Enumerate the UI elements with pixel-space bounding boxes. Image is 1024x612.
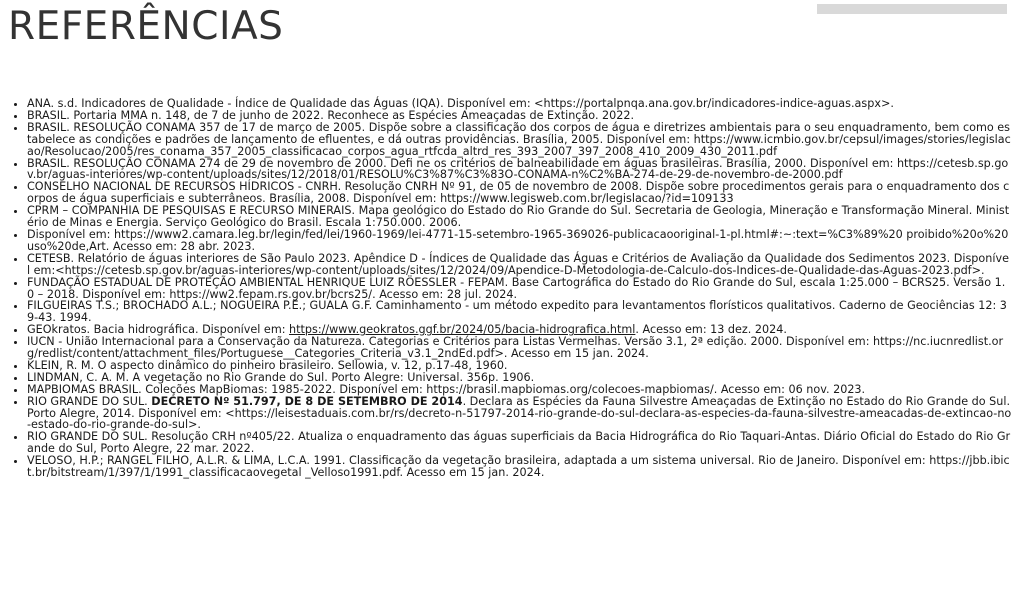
top-gray-bar [817,4,1007,14]
reference-list [27,98,1012,479]
reference-item: • RIO GRANDE DO SUL. Resolução CRH nº405/22. Atualiza o enquadramento das águas superficiais da Bacia Hidrográfica do Rio Taquari-Antas. Diário Oficial do Estado do Rio Grande do Sul, Porto Alegre, 22 mar. 2022. [27,431,1012,455]
reference-item: • KLEIN, R. M. O aspecto dinâmico do pinheiro brasileiro. Sellowia, v. 12, p.17-48, 1960. [27,360,1012,372]
reference-item: • FUNDAÇÃO ESTADUAL DE PROTEÇÃO AMBIENTAL HENRIQUE LUIZ RÖESSLER - FEPAM. Base Cartográfica do Estado do Rio Grande do Sul, escala 1:25.000 – BCRS25. Versão 1.0 – 2018. Disponível em: https://ww2.fepam.rs.gov.br/bcrs25/. Acesso em: 28 jul. 2024. [27,277,1012,301]
page-title: REFERÊNCIAS [8,4,284,49]
reference-item: • FILGUEIRAS T.S.; BROCHADO A.L.; NOGUEIRA P.E.; GUALA G.F. Caminhamento - um método expedito para levantamentos florísticos qualitativos. Caderno de Geociências 12: 39-43. 1994. [27,300,1012,324]
reference-item: • IUCN - União Internacional para a Conservação da Natureza. Categorias e Critérios para Listas Vermelhas. Versão 3.1, 2ª edição. 2000. Disponível em: https://nc.iucnredlist.org/redlist/content/attachment_files/Portuguese__Categories_Criteria_v3.1_2ndEd.pdf>. Acesso em 15 jan. 2024. [27,336,1012,360]
reference-text: . Acesso em: 13 dez. 2024. [635,323,787,337]
reference-item: • CONSELHO NACIONAL DE RECURSOS HÍDRICOS - CNRH. Resolução CNRH Nº 91, de 05 de novembro de 2008. Dispõe sobre procedimentos gerais para o enquadramento dos corpos de água superficiais e subterrâneos. Brasília, 2008. Disponível em: https://www.legisweb.com.br/legislacao/?id=109133 [27,181,1012,205]
reference-item: • Disponível em: https://www2.camara.leg.br/legin/fed/lei/1960-1969/lei-4771-15-setembro-1965-369026-publicacaooriginal-1-pl.html#:~:text=%C3%89%20 proibido%20o%20uso%20de,Art. Acesso em: 28 abr. 2023. [27,229,1012,253]
reference-item: • VELOSO, H.P.; RANGEL FILHO, A.L.R. & LIMA, L.C.A. 1991. Classificação da vegetação brasileira, adaptada a um sistema universal. Rio de Janeiro. Disponível em: https://jbb.ibict.br/bitstream/1/397/1/1991_classificacaovegetal _Velloso1991.pdf. Acesso em 15 jan. 2024. [27,455,1012,479]
reference-item: • CPRM – COMPANHIA DE PESQUISAS E RECURSO MINERAIS. Mapa geológico do Estado do Rio Grande do Sul. Secretaria de Geologia, Mineração e Transformação Mineral. Ministério de Minas e Energia. Serviço Geológico do Brasil. Escala 1:750.000. 2006. [27,205,1012,229]
reference-item: • LINDMAN, C. A. M. A vegetação no Rio Grande do Sul. Porto Alegre: Universal. 356p. 1906. [27,372,1012,384]
geokratos-link[interactable]: https://www.geokratos.ggf.br/2024/05/bacia-hidrografica.html [289,323,636,337]
reference-item: • ANA. s.d. Indicadores de Qualidade - Índice de Qualidade das Águas (IQA). Disponível em: <https://portalpnqa.ana.gov.br/indicadores-indice-aguas.aspx>. [27,98,1012,110]
reference-item [27,396,1012,432]
reference-item: • BRASIL. RESOLUÇÃO CONAMA 357 de 17 de março de 2005. Dispõe sobre a classificação dos corpos de água e diretrizes ambientais para o seu enquadramento, bem como estabelece as condições e padrões de lançamento de efluentes, e dá outras providências. Brasília, 2005. Disponível em: https://www.icmbio.gov.br/cepsul/images/stories/legislacao/Resolucao/2005/res_conama_357_2005_classificacao_corpos_agua_rtfcda_altrd_res_393_2007_397_2008_410_2009_430_2011.pdf [27,122,1012,158]
reference-item: • CETESB. Relatório de águas interiores de São Paulo 2023. Apêndice D - Índices de Qualidade das Águas e Critérios de Avaliação da Qualidade dos Sedimentos 2023. Disponível em:<https://cetesb.sp.gov.br/aguas-interiores/wp-content/uploads/sites/12/2024/09/Apendice-D-Metodologia-de-Calculo-dos-Indices-de-Qualidade-das-Aguas-2023.pdf>. [27,253,1012,277]
reference-item: • MAPBIOMAS BRASIL. Coleções MapBiomas: 1985-2022. Disponível em: https://brasil.mapbiomas.org/colecoes-mapbiomas/. Acesso em: 06 nov. 2023. [27,384,1012,396]
reference-text: . Declara as Espécies da Fauna Silvestre Ameaçadas de Extinção no Estado do Rio Grande do Sul. Porto Alegre, 2014. Disponível em: <https://leisestaduais.com.br/rs/decreto-n-51797-2014-rio-grande-do-sul-declara-as-especies-da-fauna-silvestre-ameacadas-de-extincao-no-estado-do-rio-grande-do-sul>. [27,394,1012,432]
reference-text: RIO GRANDE DO SUL. [27,394,152,408]
reference-item: • BRASIL. Portaria MMA n. 148, de 7 de junho de 2022. Reconhece as Espécies Ameaçadas de Extinção. 2022. [27,110,1012,122]
reference-item: • BRASIL. RESOLUÇÃO CONAMA 274 de 29 de novembro de 2000. Defi ne os critérios de balneabilidade em águas brasileiras. Brasília, 2000. Disponível em: https://cetesb.sp.gov.br/aguas-interiores/wp-content/uploads/sites/12/2018/01/RESOLU%C3%87%C3%83O-CONAMA-n%C2%BA-274-de-29-de-novembro-de-2000.pdf [27,158,1012,182]
reference-text: GEOkratos. Bacia hidrográfica. Disponível em: [27,323,290,337]
decree-title: DECRETO Nº 51.797, DE 8 DE SETEMBRO DE 2014 [151,394,463,408]
